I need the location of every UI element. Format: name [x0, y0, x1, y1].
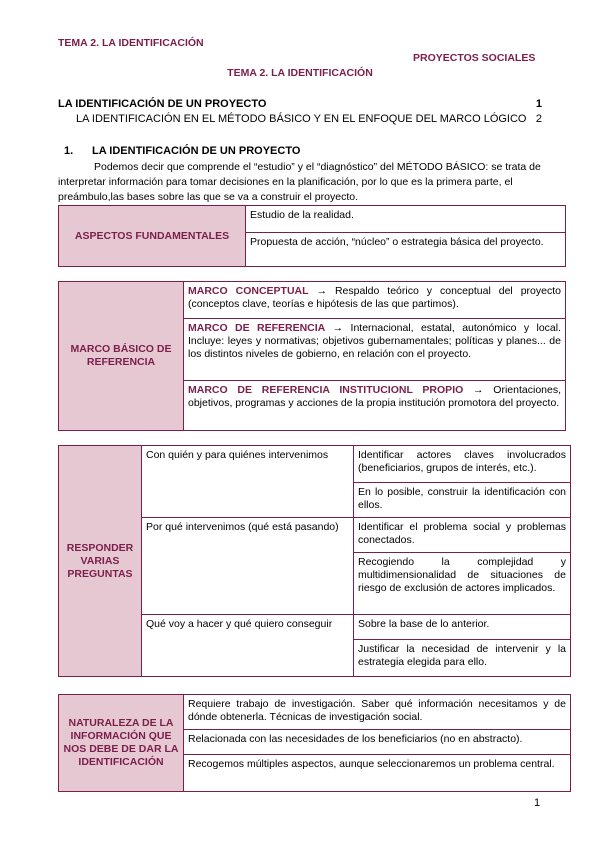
answer-3-1: Sobre la base de lo anterior.	[354, 615, 571, 640]
marco-text: → Internacional, estatal, autonómico y local. Incluye: leyes y normativas; objetivos gubernamentales; políticas y planes... de los distintos niveles de gobierno, en relación con el proyecto.	[188, 322, 561, 360]
answer-1-2: En lo posible, construir la identificación con ellos.	[354, 483, 571, 518]
section-title	[64, 145, 300, 157]
marco-label: MARCO BÁSICO DE REFERENCIA	[59, 282, 184, 431]
naturaleza-row-1: Requiere trabajo de investigación. Saber qué información necesitamos y de dónde obtenerla. Técnicas de investigación social.	[184, 695, 571, 730]
page-number: 1	[534, 797, 541, 809]
aspectos-label: ASPECTOS FUNDAMENTALES	[59, 206, 246, 267]
toc-entry-2[interactable]	[76, 113, 542, 125]
answer-3-2: Justificar la necesidad de intervenir y la estrategia elegida para ello.	[354, 640, 571, 677]
preguntas-table	[58, 445, 571, 677]
toc-entry-1[interactable]	[58, 98, 542, 110]
header-left-title: TEMA 2. LA IDENTIFICACIÓN	[58, 37, 204, 49]
marco-table	[58, 281, 566, 431]
preguntas-label: RESPONDER VARIAS PREGUNTAS	[59, 446, 142, 677]
header-right-title: PROYECTOS SOCIALES	[413, 52, 536, 64]
marco-row-1	[184, 282, 566, 319]
toc-entry-page: 2	[535, 113, 542, 125]
question-3: Qué voy a hacer y qué quiero conseguir	[142, 615, 354, 677]
marco-term: MARCO DE REFERENCIA INSTITUCIONL PROPIO	[188, 384, 464, 396]
section-paragraph	[58, 160, 542, 205]
marco-term: MARCO DE REFERENCIA	[188, 322, 326, 334]
marco-row-2	[184, 319, 566, 381]
naturaleza-row-2: Relacionada con las necesidades de los beneficiarios (no en abstracto).	[184, 730, 571, 755]
aspectos-table	[58, 205, 566, 267]
question-2: Por qué intervenimos (qué está pasando)	[142, 518, 354, 615]
marco-text: → Orientaciones, objetivos, programas y acciones de la propia institución promotora del proyecto.	[188, 384, 562, 409]
naturaleza-label: NATURALEZA DE LA INFORMACIÓN QUE NOS DEBE DE DAR LA IDENTIFICACIÓN	[59, 695, 184, 792]
aspectos-row-1: Estudio de la realidad.	[246, 206, 566, 233]
toc-entry-text: LA IDENTIFICACIÓN EN EL MÉTODO BÁSICO Y EN EL ENFOQUE DEL MARCO LÓGICO	[76, 113, 527, 125]
marco-text: → Respaldo teórico y conceptual del proyecto (conceptos clave, teorías e hipótesis de las que partimos).	[188, 285, 561, 310]
answer-2-2: Recogiendo la complejidad y multidimensionalidad de situaciones de riesgo de exclusión de actores implicados.	[354, 553, 571, 615]
aspectos-row-2: Propuesta de acción, “núcleo” o estrategia básica del proyecto.	[246, 233, 566, 267]
naturaleza-table	[58, 694, 571, 792]
section-title-text: LA IDENTIFICACIÓN DE UN PROYECTO	[92, 145, 301, 157]
marco-term: MARCO CONCEPTUAL	[188, 285, 309, 297]
naturaleza-row-3: Recogemos múltiples aspectos, aunque seleccionaremos un problema central.	[184, 755, 571, 792]
toc-entry-text: LA IDENTIFICACIÓN DE UN PROYECTO	[58, 98, 267, 110]
header-center-title: TEMA 2. LA IDENTIFICACIÓN	[227, 67, 373, 79]
toc-entry-page: 1	[535, 98, 542, 110]
marco-row-3	[184, 381, 566, 431]
paragraph-text: Podemos decir que comprende el “estudio” y el “diagnóstico” del MÉTODO BÁSICO: se trata de interpretar información para tomar decisiones en la planificación, por lo que es la primera parte, el preámbulo,las bases sobre las que se va a construir el proyecto.	[58, 161, 541, 203]
answer-1-1: Identificar actores claves involucrados (beneficiarios, grupos de interés, etc.).	[354, 446, 571, 483]
section-number: 1.	[64, 145, 74, 157]
answer-2-1: Identificar el problema social y problemas conectados.	[354, 518, 571, 553]
question-1: Con quién y para quiénes intervenimos	[142, 446, 354, 518]
